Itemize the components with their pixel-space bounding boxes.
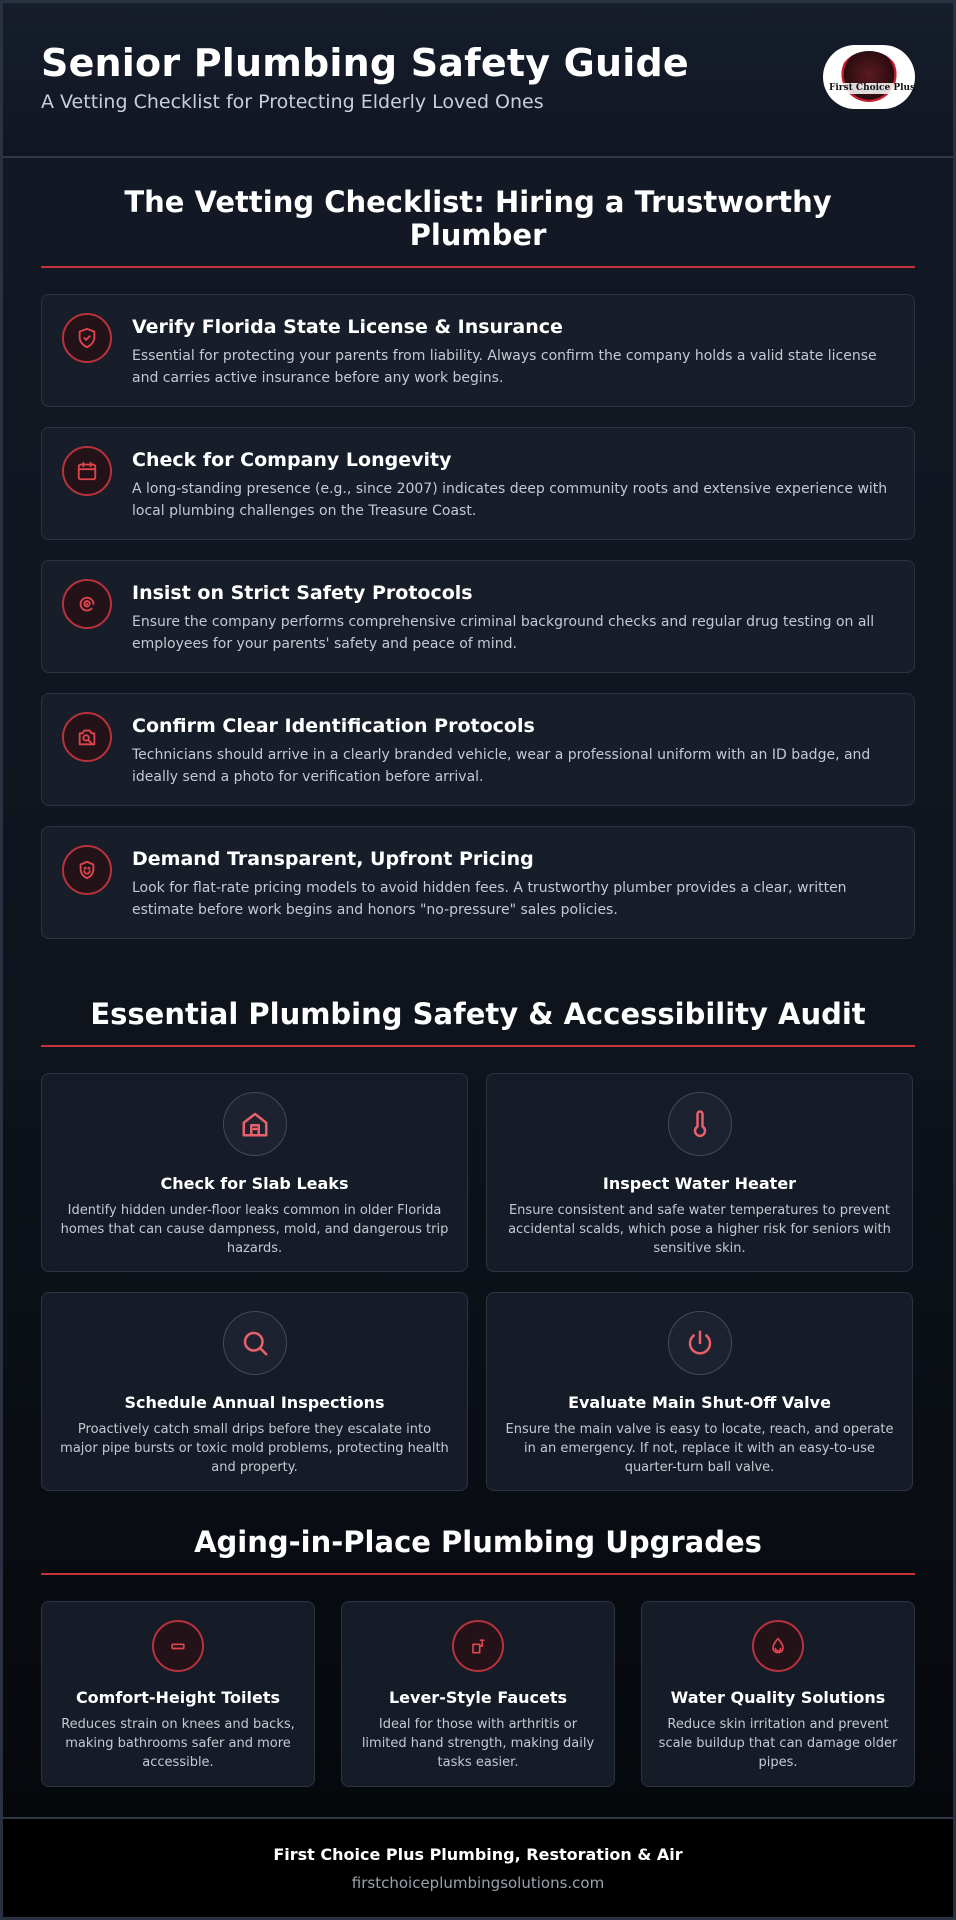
audit-item-text: Ensure the main valve is easy to locate, reach, and operate in an emergency. If not, replace it with an easy-to-use quarter-turn ball valve. bbox=[505, 1422, 894, 1475]
audit-item-title: Inspect Water Heater bbox=[602, 1174, 797, 1193]
upgrade-item-faucets bbox=[341, 1601, 615, 1787]
checklist-item-text: Ensure the company performs comprehensive criminal background checks and regular drug testing on all employees for your parents' safety and peace of mind. bbox=[132, 614, 875, 652]
footer-website-link[interactable]: firstchoiceplumbingsolutions.com bbox=[351, 1874, 605, 1892]
house-icon bbox=[223, 1092, 287, 1156]
upgrade-item-text: Reduces strain on knees and backs, making bathrooms safer and more accessible. bbox=[61, 1717, 295, 1770]
audit-item-title: Check for Slab Leaks bbox=[160, 1174, 349, 1193]
upgrade-item-title: Water Quality Solutions bbox=[670, 1688, 886, 1707]
checklist-item-text: Look for flat-rate pricing models to avoid hidden fees. A trustworthy plumber provides a clear, written estimate before work begins and honors "no-pressure" sales policies. bbox=[132, 880, 847, 918]
section-divider bbox=[41, 1045, 915, 1047]
upgrade-item-text: Ideal for those with arthritis or limited hand strength, making daily tasks easier. bbox=[361, 1717, 595, 1770]
upgrade-item-text: Reduce skin irritation and prevent scale buildup that can damage older pipes. bbox=[658, 1717, 898, 1770]
checklist-title: The Vetting Checklist: Hiring a Trustworthy Plumber bbox=[124, 185, 832, 252]
upgrades-section bbox=[41, 1491, 915, 1787]
checklist-item-title: Verify Florida State License & Insurance bbox=[132, 316, 563, 338]
upgrade-item-toilets bbox=[41, 1601, 315, 1787]
checklist-item-pricing bbox=[41, 826, 915, 939]
checklist-item-title: Confirm Clear Identification Protocols bbox=[132, 715, 535, 737]
checklist-item-text: Essential for protecting your parents from liability. Always confirm the company holds a valid state license and carries active insurance before any work begins. bbox=[132, 348, 877, 386]
checklist-item-title: Demand Transparent, Upfront Pricing bbox=[132, 848, 534, 870]
audit-item-text: Proactively catch small drips before they escalate into major pipe bursts or toxic mold problems, protecting health and property. bbox=[60, 1422, 449, 1475]
checklist-items bbox=[41, 294, 915, 939]
footer-company-name: First Choice Plus Plumbing, Restoration & Air bbox=[273, 1845, 683, 1864]
search-icon bbox=[223, 1311, 287, 1375]
section-divider bbox=[41, 266, 915, 268]
price-shield-icon bbox=[62, 845, 112, 895]
audit-item-text: Identify hidden under-floor leaks common in older Florida homes that can cause dampness, mold, and dangerous trip hazards. bbox=[60, 1203, 449, 1256]
power-icon bbox=[668, 1311, 732, 1375]
thermometer-icon bbox=[668, 1092, 732, 1156]
audit-section bbox=[41, 959, 915, 1491]
upgrade-item-title: Lever-Style Faucets bbox=[388, 1688, 568, 1707]
audit-item-shut-off-valve bbox=[486, 1292, 913, 1491]
checklist-item-title: Insist on Strict Safety Protocols bbox=[132, 582, 473, 604]
footer bbox=[3, 1817, 953, 1917]
logo-text: First Choice Plus bbox=[829, 83, 915, 93]
checklist-item-longevity bbox=[41, 427, 915, 540]
page-subtitle: A Vetting Checklist for Protecting Elderly Loved Ones bbox=[41, 91, 544, 113]
camera-search-icon bbox=[62, 712, 112, 762]
checklist-item-license bbox=[41, 294, 915, 407]
audit-grid bbox=[41, 1073, 915, 1491]
checklist-item-text: A long-standing presence (e.g., since 2007) indicates deep community roots and extensive experience with local plumbing challenges on the Treasure Coast. bbox=[132, 481, 888, 519]
company-logo bbox=[823, 45, 915, 109]
checklist-item-safety-protocols bbox=[41, 560, 915, 673]
checklist-item-identification bbox=[41, 693, 915, 806]
checklist-item-title: Check for Company Longevity bbox=[132, 449, 452, 471]
audit-item-slab-leaks bbox=[41, 1073, 468, 1272]
audit-title: Essential Plumbing Safety & Accessibility Audit bbox=[90, 997, 866, 1031]
audit-item-water-heater bbox=[486, 1073, 913, 1272]
audit-item-title: Schedule Annual Inspections bbox=[124, 1393, 385, 1412]
shield-check-icon bbox=[62, 313, 112, 363]
logo-emblem bbox=[829, 51, 915, 103]
water-drop-icon bbox=[752, 1620, 804, 1672]
main-content bbox=[3, 158, 953, 1787]
toilet-icon bbox=[152, 1620, 204, 1672]
vetting-checklist-section bbox=[41, 158, 915, 939]
upgrades-grid bbox=[41, 1601, 915, 1787]
checklist-item-text: Technicians should arrive in a clearly branded vehicle, wear a professional uniform with an ID badge, and ideally send a photo for verification before arrival. bbox=[132, 747, 871, 785]
upgrade-item-title: Comfort-Height Toilets bbox=[75, 1688, 281, 1707]
section-divider bbox=[41, 1573, 915, 1575]
header bbox=[3, 3, 953, 158]
upgrades-title: Aging-in-Place Plumbing Upgrades bbox=[194, 1525, 762, 1559]
audit-item-text: Ensure consistent and safe water temperatures to prevent accidental scalds, which pose a higher risk for seniors with sensitive skin. bbox=[508, 1203, 891, 1256]
faucet-icon bbox=[452, 1620, 504, 1672]
page-title: Senior Plumbing Safety Guide bbox=[41, 41, 689, 85]
fingerprint-icon bbox=[62, 579, 112, 629]
audit-item-annual-inspections bbox=[41, 1292, 468, 1491]
upgrade-item-water-quality bbox=[641, 1601, 915, 1787]
audit-item-title: Evaluate Main Shut-Off Valve bbox=[568, 1393, 831, 1412]
calendar-icon bbox=[62, 446, 112, 496]
